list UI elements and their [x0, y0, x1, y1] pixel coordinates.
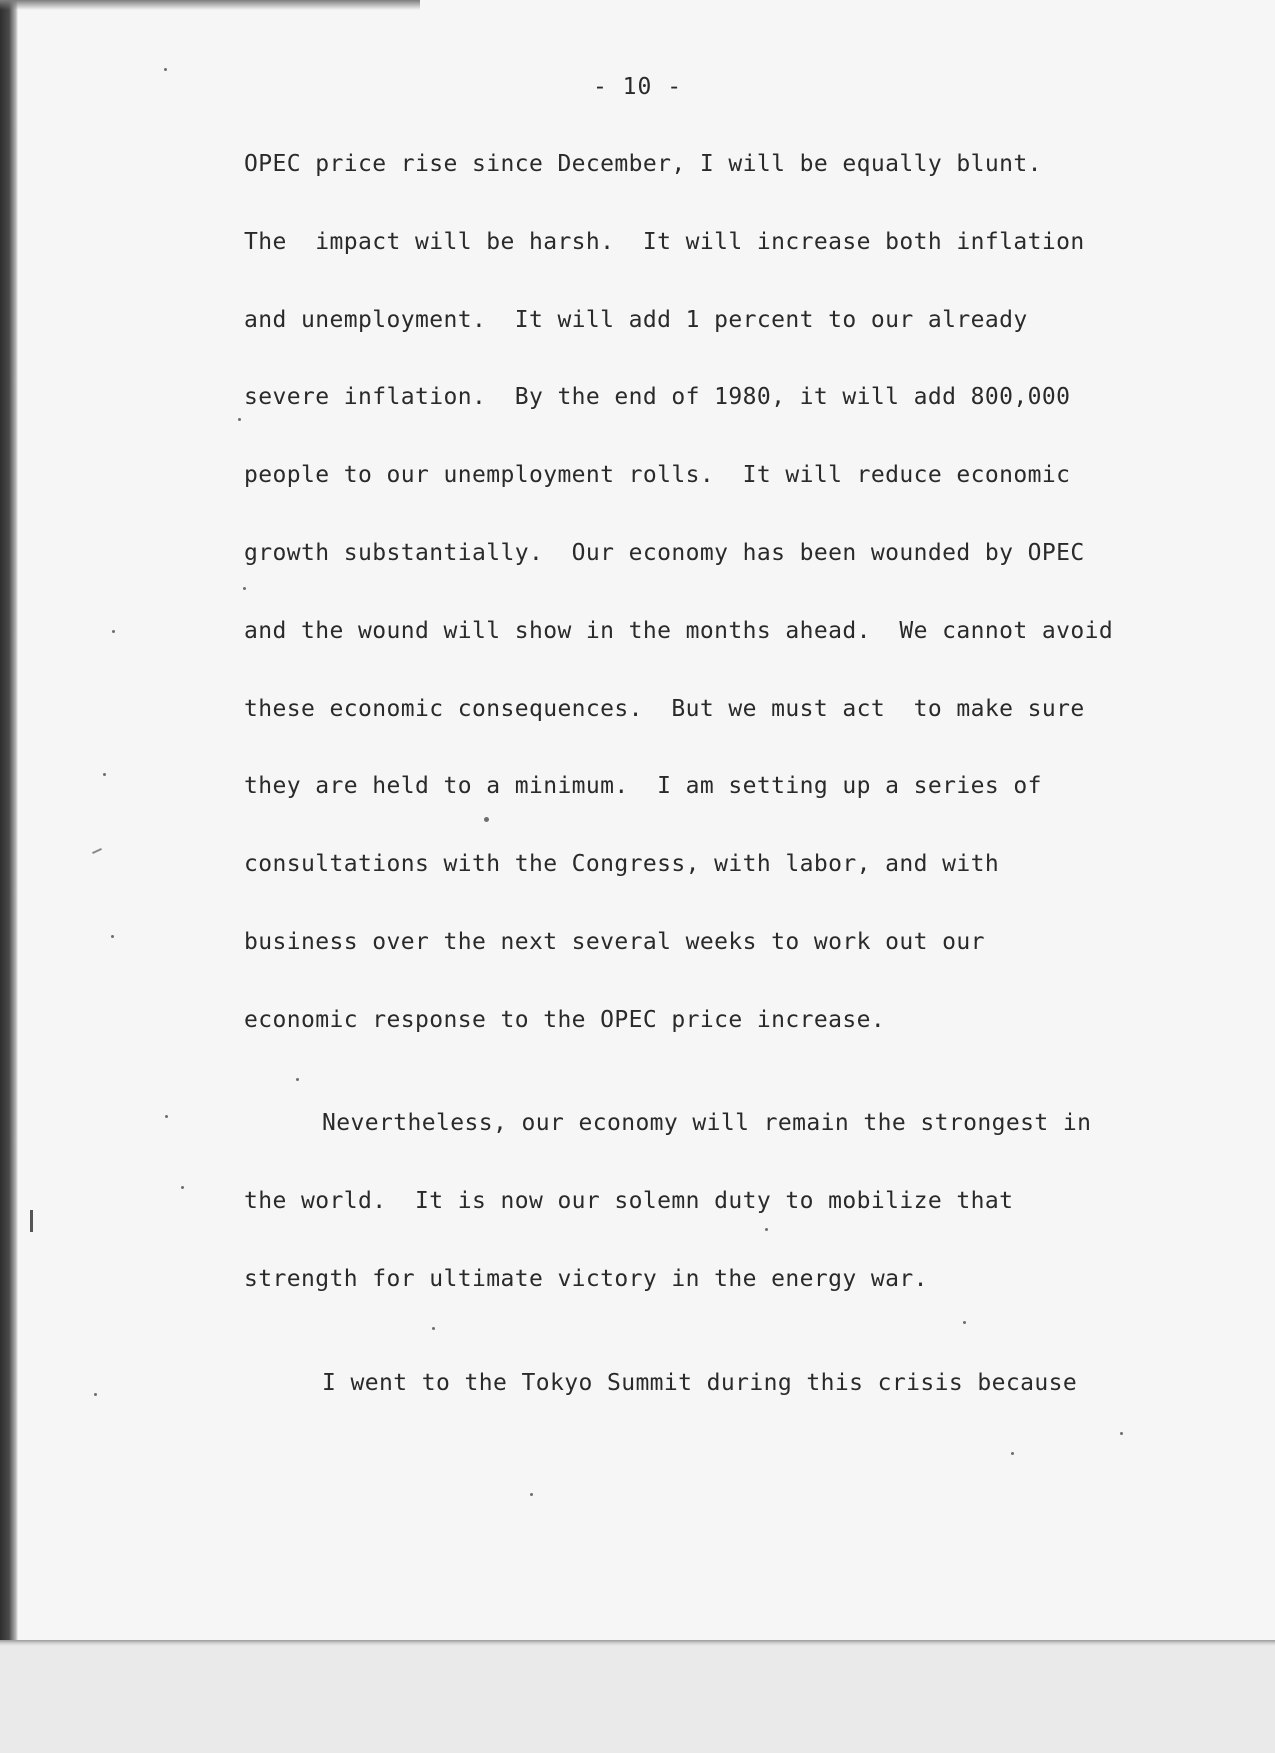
body-line: strength for ultimate victory in the energy war. — [244, 1266, 928, 1292]
dust-speck — [112, 630, 115, 633]
dust-speck — [530, 1493, 533, 1496]
body-line: Nevertheless, our economy will remain the strongest in — [322, 1110, 1092, 1136]
dust-speck — [165, 1115, 168, 1118]
dust-speck — [238, 418, 241, 421]
body-line: and unemployment. It will add 1 percent to our already — [244, 307, 1028, 333]
scanner-bed-area — [0, 1646, 1275, 1753]
dust-speck — [94, 1393, 97, 1396]
body-line: I went to the Tokyo Summit during this crisis because — [322, 1370, 1078, 1396]
dust-speck — [1011, 1452, 1014, 1455]
body-line: economic response to the OPEC price increase. — [244, 1007, 886, 1033]
body-line: OPEC price rise since December, I will be equally blunt. — [244, 151, 1042, 177]
dust-speck — [243, 587, 246, 590]
dust-speck — [181, 1186, 184, 1189]
dust-speck — [111, 935, 114, 938]
dust-speck — [103, 773, 106, 776]
dust-speck — [164, 68, 167, 71]
body-line: these economic consequences. But we must act to make sure — [244, 696, 1085, 722]
scan-left-edge-shadow — [0, 0, 18, 1643]
body-line: they are held to a minimum. I am setting up a series of — [244, 773, 1042, 799]
body-line: growth substantially. Our economy has been wounded by OPEC — [244, 540, 1085, 566]
scan-top-edge-shadow — [0, 0, 420, 10]
page-number: - 10 - — [592, 74, 683, 100]
dust-speck — [432, 1327, 435, 1330]
body-line: the world. It is now our solemn duty to mobilize that — [244, 1188, 1014, 1214]
dust-speck — [484, 817, 489, 822]
body-line: The impact will be harsh. It will increase both inflation — [244, 229, 1085, 255]
body-line: severe inflation. By the end of 1980, it will add 800,000 — [244, 384, 1071, 410]
dust-speck — [1120, 1432, 1123, 1435]
dust-speck — [765, 1228, 768, 1231]
body-line: people to our unemployment rolls. It will reduce economic — [244, 462, 1071, 488]
body-line: business over the next several weeks to work out our — [244, 929, 985, 955]
body-line: consultations with the Congress, with labor, and with — [244, 851, 1000, 877]
dust-speck — [296, 1078, 299, 1081]
scan-mark — [30, 1210, 33, 1232]
body-line: and the wound will show in the months ahead. We cannot avoid — [244, 618, 1114, 644]
dust-speck — [963, 1321, 966, 1324]
